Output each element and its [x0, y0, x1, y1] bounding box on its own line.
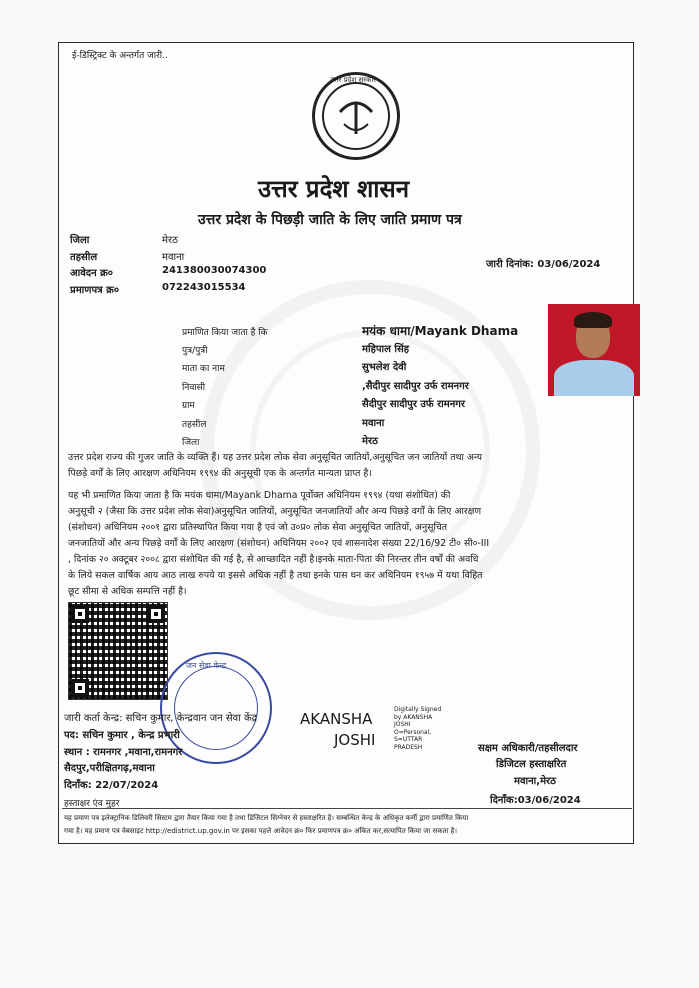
field-value-mother: सुभलेश देवी	[362, 362, 407, 373]
applicant-photo	[548, 304, 640, 396]
application-number-value: 241380030074300	[162, 265, 267, 276]
application-number-label: आवेदन क्र०	[70, 268, 114, 279]
field-label-certified: प्रमाणित किया जाता है कि	[182, 328, 268, 338]
stamp-text: जन सेवा केन्द्र	[186, 661, 227, 670]
issuer-date: दिनाँक: 22/07/2024	[64, 780, 159, 791]
para2-line: (संशोधन) अधिनियम २००१ द्वारा प्रतिस्थापित किया गया है एवं जो उ०प्र० लोक सेवा अनुसूचित जातियों, अनुसूचित	[68, 522, 448, 533]
certificate-title: उत्तर प्रदेश के पिछड़ी जाति के लिए जाति प्रमाण पत्र	[198, 212, 462, 228]
issuer-post: पद: सचिन कुमार , केन्द्र प्रभारी	[64, 730, 180, 741]
sig-detail-line: JOSHI	[394, 721, 411, 729]
digital-signer-name: AKANSHA	[300, 710, 373, 728]
tehsil-label: तहसील	[70, 252, 98, 263]
district-label: जिला	[70, 235, 90, 246]
district-value: मेरठ	[162, 235, 178, 246]
authority-title: सक्षम अधिकारी/तहसीलदार	[478, 743, 578, 754]
field-label-resident: निवासी	[182, 383, 206, 393]
para2-line: जनजातियों और अन्य पिछड़े वर्गों के लिए आरक्षण (संशोधन) अधिनियम २००२ एवं शासनादेश संख्या 22/16/92 टी० सी०-III	[68, 538, 490, 549]
para2-line: अनुसूची २ (जैसा कि उत्तर प्रदेश लोक सेवा)अनुसूचित जातियों, अनुसूचित जनजातियों और अन्य पिछड़े वर्गों के लिए आरक्षण	[68, 506, 482, 517]
paragraph-caste	[68, 450, 482, 482]
para2-line: यह भी प्रमाणित किया जाता है कि मयंक धामा/Mayank Dhama पूर्वोक्त अधिनियम १९९४ (यथा संशोधित) की	[68, 490, 451, 501]
sig-detail-line: Digitally Signed	[394, 706, 442, 713]
sig-detail-line: by AKANSHA	[394, 713, 433, 721]
footer-divider	[62, 808, 632, 809]
para1-line: पिछड़े वर्गों के लिए आरक्षण अधिनियम १९९४ की अनुसूची एक के अन्तर्गत मान्यता प्राप्त है।	[68, 468, 372, 479]
top-note: ई-डिस्ट्रिक्ट के अन्तर्गत जारी..	[72, 51, 168, 61]
field-label-tehsil: तहसील	[182, 420, 207, 430]
seal-stamp-inner	[174, 666, 258, 750]
field-value-father: महिपाल सिंह	[362, 344, 410, 355]
field-value-village: सैदीपुर सादीपुर उर्फ रामनगर	[362, 399, 466, 410]
digital-signature-details	[394, 706, 441, 752]
para2-line: , दिनांक २० अक्टूबर २००८ द्वारा संशोधित की गई है, से आच्छादित नहीं है।इनके माता-पिता की निरन्तर तीन वर्षों की अवधि	[68, 554, 479, 565]
para2-line: के लिये सकल वार्षिक आय आठ लाख रुपये या इससे अधिक नहीं है तथा इनके पास धन कर अधिनियम १९५७ में यथा विहित	[68, 570, 483, 581]
field-value-resident: ,सैदीपुर सादीपुर उर्फ रामनगर	[362, 381, 469, 392]
field-label-parent: पुत्र/पुत्री	[182, 346, 208, 356]
issuer-place: स्थान : रामनगर ,मवाना,रामनगर	[64, 747, 183, 758]
authority-digital-signed: डिजिटल हस्ताक्षरित	[496, 759, 567, 770]
government-title: उत्तर प्रदेश शासन	[258, 175, 410, 203]
field-label-district: जिला	[182, 438, 200, 448]
issuer-center: जारी कर्ता केन्द्र: सचिन कुमार, केन्द्रवान जन सेवा केंद्र	[64, 713, 257, 724]
footer-note	[64, 812, 468, 838]
paragraph-certification	[68, 488, 489, 600]
field-value-tehsil: मवाना	[362, 418, 385, 429]
footer-line: गया है। यह प्रमाण पत्र वेबसाइट http://edistrict.up.gov.in पर इसका पहले आवेदन क्र० फिर प्रमाणपत्र क्र० अंकित कर,सत्यापित किया जा सकता है।	[64, 827, 457, 835]
field-label-village: ग्राम	[182, 401, 195, 411]
para1-line: उत्तर प्रदेश राज्य की गुजर जाति के व्यक्ति हैं। यह उत्तर प्रदेश लोक सेवा अनुसूचित जातियों,अनुसूचित जन जातियों तथा अन्य	[68, 452, 483, 463]
field-label-mother: माता का नाम	[182, 364, 225, 374]
sig-detail-line: S=UTTAR	[394, 736, 423, 744]
tehsil-value: मवाना	[162, 252, 185, 263]
field-value-name: मयंक धामा/Mayank Dhama	[362, 324, 519, 338]
sig-detail-line: O=Personal,	[394, 728, 432, 736]
sig-detail-line: PRADESH	[394, 743, 423, 751]
authority-date: दिनाँक:03/06/2024	[490, 795, 581, 806]
issuer-place-2: सैदपुर,परीक्षितगढ़,मवाना	[64, 763, 155, 774]
authority-place: मवाना,मेरठ	[514, 776, 556, 787]
digital-signer-surname: JOSHI	[334, 731, 376, 749]
verification-qr-code	[68, 602, 168, 700]
emblem-text: उत्तर प्रदेश सरकार	[330, 76, 377, 84]
emblem-bow-icon	[312, 72, 400, 160]
certificate-number-value: 072243015534	[162, 282, 246, 293]
footer-line: यह प्रमाण पत्र इलेक्ट्रानिक डिलिवरी सिस्टम द्वारा तैयार किया गया है तथा डिजिटल सिग्नेचर से हस्ताक्षरित है। सम्बन्धित केन्द्र के अधिकृत कर्मी द्वारा प्रमाणित किया	[64, 814, 469, 822]
issue-date: जारी दिनांक: 03/06/2024	[486, 259, 601, 270]
certificate-number-label: प्रमाणपत्र क्र०	[70, 285, 120, 296]
signature-seal-label: हस्ताक्षर एंव मुहर	[64, 799, 120, 809]
para2-line: छूट सीमा से अधिक सम्पत्ति नहीं है।	[68, 586, 187, 597]
field-value-district: मेरठ	[362, 436, 378, 447]
